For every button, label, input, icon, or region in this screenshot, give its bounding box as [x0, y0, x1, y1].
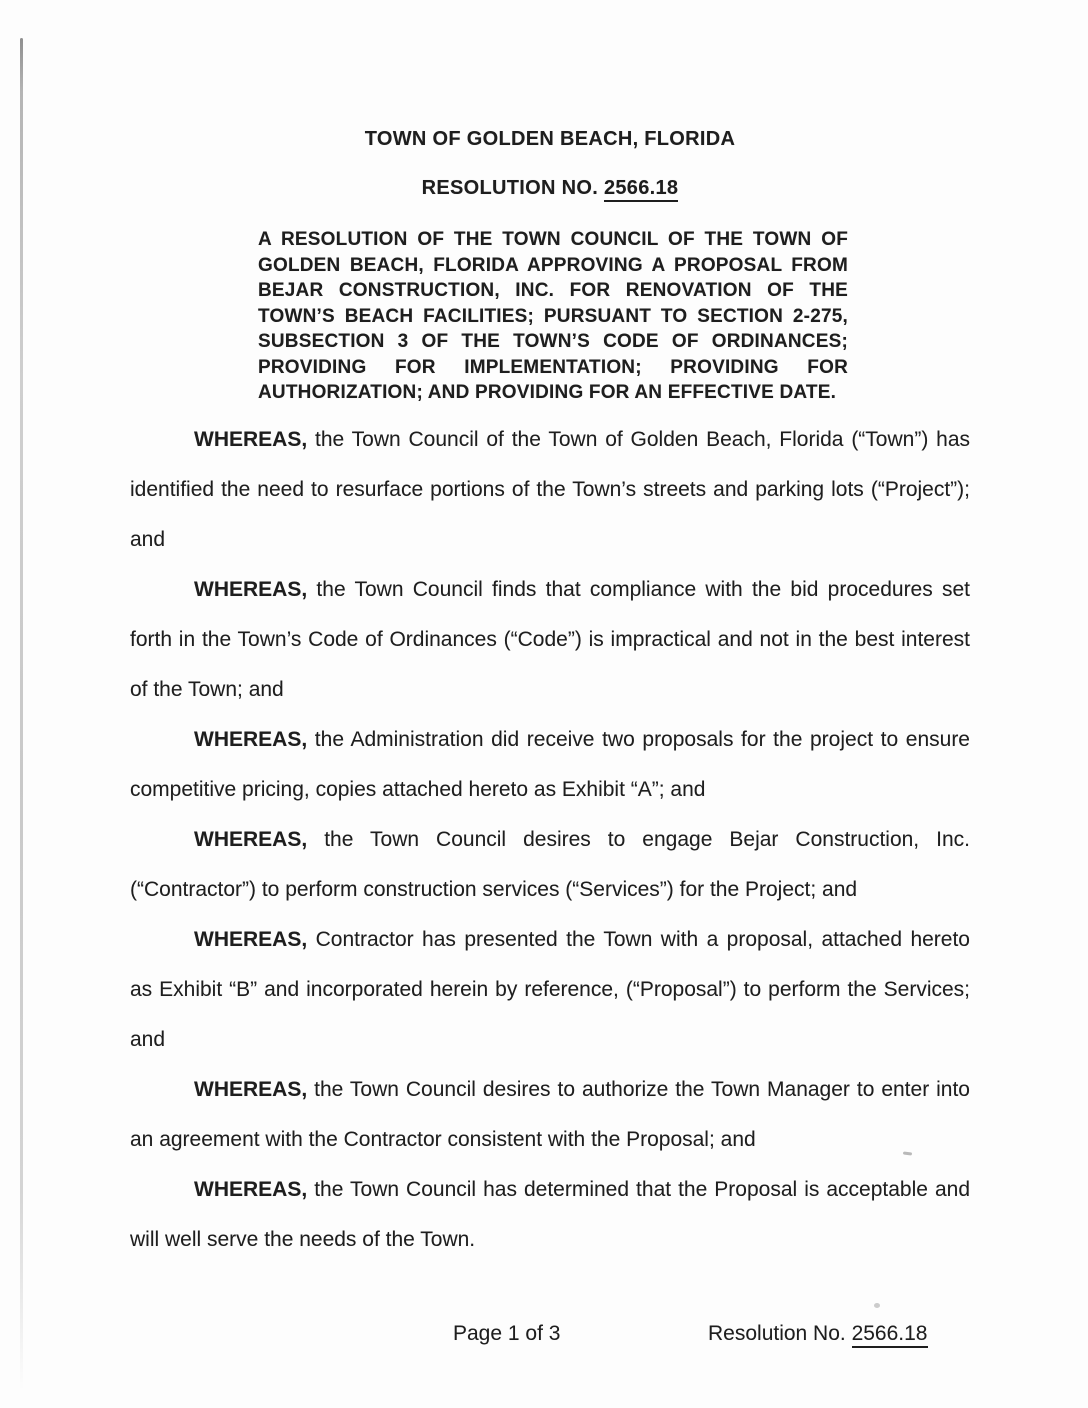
resolution-heading [130, 177, 970, 200]
whereas-text: the Administration did receive two proposals for the project to ensure competitive pricing, copies attached hereto as Exhibit “A”; and [130, 727, 970, 801]
document-content [130, 0, 970, 1265]
whereas-lead: WHEREAS, [194, 1077, 308, 1101]
whereas-paragraph [130, 815, 970, 915]
footer-resolution-number: 2566.18 [852, 1322, 928, 1348]
whereas-lead: WHEREAS, [194, 827, 308, 851]
whereas-text: Contractor has presented the Town with a proposal, attached hereto as Exhibit “B” and incorporated herein by reference, (“Proposal”) to perform the Services; and [130, 927, 970, 1051]
page-footer [130, 1322, 970, 1352]
whereas-text: the Town Council of the Town of Golden Beach, Florida (“Town”) has identified the need to resurface portions of the Town’s streets and parking lots (“Project”); and [130, 427, 970, 551]
footer-resolution-label [708, 1322, 928, 1346]
whereas-lead: WHEREAS, [194, 727, 308, 751]
whereas-lead: WHEREAS, [194, 1177, 308, 1201]
whereas-paragraph [130, 1165, 970, 1265]
whereas-lead: WHEREAS, [194, 927, 308, 951]
whereas-lead: WHEREAS, [194, 427, 308, 451]
whereas-text: the Town Council finds that compliance with the bid procedures set forth in the Town’s Code of Ordinances (“Code”) is impractical and not in the best interest of the Town; and [130, 577, 970, 701]
scan-artifact-line [20, 38, 23, 1390]
whereas-paragraph [130, 565, 970, 715]
document-title: TOWN OF GOLDEN BEACH, FLORIDA [364, 128, 736, 150]
whereas-paragraph [130, 1065, 970, 1165]
resolution-heading-prefix: RESOLUTION NO. [421, 177, 604, 199]
whereas-paragraph [130, 415, 970, 565]
resolution-body [130, 415, 970, 1265]
resolution-summary-block: A RESOLUTION OF THE TOWN COUNCIL OF THE TOWN OF GOLDEN BEACH, FLORIDA APPROVING A PROPOSAL FROM BEJAR CONSTRUCTION, INC. FOR RENOVATION OF THE TOWN’S BEACH FACILITIES; PURSUANT TO SECTION 2-275, SUBSECTION 3 OF THE TOWN’S CODE OF ORDINANCES; PROVIDING FOR IMPLEMENTATION; PROVIDING FOR AUTHORIZATION; AND PROVIDING FOR AN EFFECTIVE DATE. [258, 229, 848, 403]
whereas-paragraph [130, 715, 970, 815]
page-number-indicator: Page 1 of 3 [453, 1322, 561, 1345]
whereas-text: the Town Council desires to engage Bejar Construction, Inc. (“Contractor”) to perform construction services (“Services”) for the Project; and [130, 827, 970, 901]
resolution-number: 2566.18 [604, 177, 678, 202]
whereas-paragraph [130, 915, 970, 1065]
whereas-lead: WHEREAS, [194, 577, 308, 601]
scan-speck [874, 1303, 880, 1308]
whereas-text: the Town Council desires to authorize the Town Manager to enter into an agreement with the Contractor consistent with the Proposal; and [130, 1077, 970, 1151]
whereas-text: the Town Council has determined that the Proposal is acceptable and will well serve the needs of the Town. [130, 1177, 970, 1251]
footer-resolution-prefix: Resolution No. [708, 1322, 852, 1345]
